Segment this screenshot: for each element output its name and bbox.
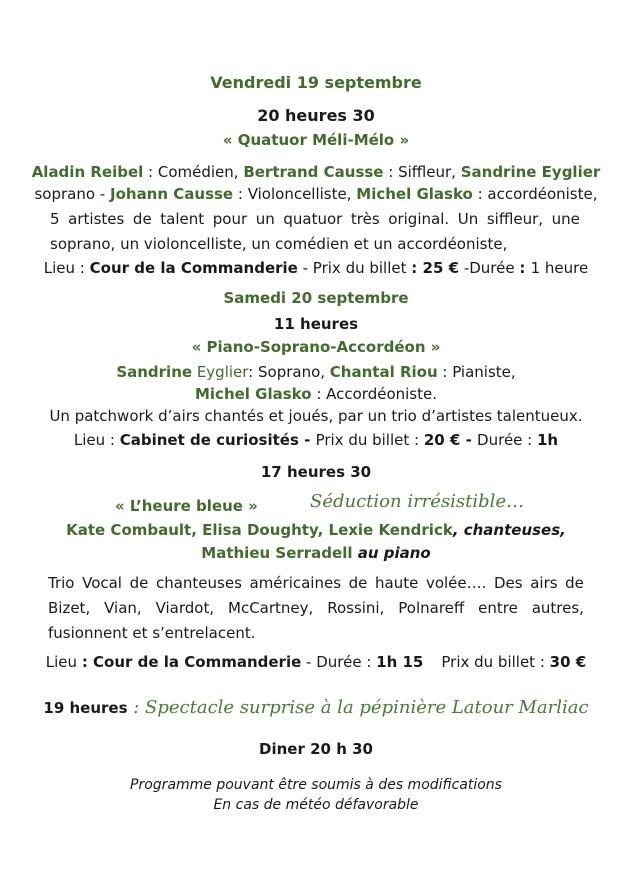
word: entre [478, 599, 518, 617]
word: de [129, 574, 149, 592]
artist-names: Kate Combault, Elisa Doughty, Lexie Kendrick [66, 521, 453, 539]
friday-description-line-1 [50, 209, 580, 229]
cast-name: Johann Causse [110, 185, 234, 203]
venue-value: Cabinet de curiosités - [119, 431, 316, 449]
word: Trio [48, 574, 75, 592]
evening-tagline: Séduction irrésistible… [310, 491, 525, 512]
friday-date: Vendredi 19 septembre [210, 73, 422, 92]
word: airs [530, 574, 558, 592]
word: Des [494, 574, 523, 592]
word: Vian, [104, 599, 142, 617]
cast-name: Michel Glasko [194, 385, 312, 403]
cast-name: Eyglier [192, 363, 249, 381]
duration-value: 1 heure [530, 259, 589, 277]
cast-name: Michel Glasko [356, 185, 473, 203]
friday-description-line-2: soprano, un violoncelliste, un comédien et un accordéoniste, [50, 235, 508, 253]
saturday-cast-line-2 [0, 384, 632, 404]
cast-role: : Soprano, [248, 363, 330, 381]
footer-note-line-1: Programme pouvant être soumis à des modifications [130, 777, 502, 793]
saturday-description: Un patchwork d’airs chantés et joués, par un trio d’artistes talentueux. [49, 407, 583, 425]
word: Polnareff [398, 599, 465, 617]
evening-time: 17 heures 30 [260, 463, 372, 481]
word: volée…. [425, 574, 487, 592]
saturday-title: « Piano-Soprano-Accordéon » [191, 338, 441, 356]
venue-label: Lieu [45, 653, 82, 671]
evening-title-text: « L’heure bleue » [115, 497, 258, 515]
duration-colon: : [519, 259, 531, 277]
pianist-name: Mathieu Serradell [201, 544, 353, 562]
word: haute [375, 574, 419, 592]
evening-pianist-line [0, 543, 632, 563]
venue-value: : Cour de la Commanderie [81, 653, 302, 671]
cast-name: Bertrand Causse [243, 163, 384, 181]
friday-venue-line [0, 258, 632, 278]
word: Viardot, [155, 599, 215, 617]
venue-label: Lieu : [43, 259, 90, 277]
cast-role: : Pianiste, [437, 363, 516, 381]
word: quatuor [283, 210, 343, 228]
surprise-text: : Spectacle surprise à la pépinière Latour Marliac [127, 697, 589, 718]
word: autres, [531, 599, 584, 617]
word: américaines [249, 574, 342, 592]
price-value: : 25 € [411, 259, 460, 277]
word: pour [212, 210, 248, 228]
cast-role: : accordéoniste, [472, 185, 598, 203]
saturday-time: 11 heures [273, 315, 359, 333]
friday-cast-line-2 [0, 184, 632, 204]
surprise-line [0, 698, 632, 718]
surprise-time: 19 heures [43, 699, 128, 717]
cast-role: : Violoncelliste, [233, 185, 357, 203]
word: chanteuses [155, 574, 242, 592]
word: Bizet, [48, 599, 91, 617]
artist-role: , chanteuses, [452, 521, 566, 539]
cast-role: : Comédien, [143, 163, 244, 181]
duration-value: 1h [537, 431, 559, 449]
duration-label: - Durée : [301, 653, 377, 671]
word: Vocal [82, 574, 122, 592]
evening-title [115, 496, 258, 516]
word: 5 [50, 210, 60, 228]
duration-value: 1h 15 [376, 653, 424, 671]
price-value: 20 € - [423, 431, 478, 449]
duration-label: -Durée [459, 259, 520, 277]
word: Un [457, 210, 479, 228]
word: de [348, 574, 368, 592]
evening-description-line-3: fusionnent et s’entrelacent. [48, 624, 256, 642]
friday-time: 20 heures 30 [257, 106, 375, 125]
word: de [132, 210, 152, 228]
cast-name: Sandrine Eyglier [460, 163, 601, 181]
cast-role: : Accordéoniste. [311, 385, 438, 403]
venue-label: Lieu : [73, 431, 120, 449]
word: talent [160, 210, 205, 228]
saturday-cast-line-1 [0, 362, 632, 382]
word: original. [388, 210, 450, 228]
word: une [551, 210, 580, 228]
word: siffleur, [486, 210, 544, 228]
cast-name: Aladin Reibel [31, 163, 144, 181]
pianist-role: au piano [352, 544, 431, 562]
evening-description-line-1 [48, 573, 584, 593]
word: de [565, 574, 584, 592]
word: artistes [68, 210, 125, 228]
venue-value: Cour de la Commanderie [89, 259, 298, 277]
word: très [350, 210, 380, 228]
saturday-date: Samedi 20 septembre [223, 289, 409, 307]
duration-label: Durée : [477, 431, 537, 449]
cast-role: : Siffleur, [383, 163, 461, 181]
friday-cast-line-1 [0, 162, 632, 182]
price-label: - Prix du billet [297, 259, 412, 277]
evening-venue-line [0, 652, 632, 672]
price-label: Prix du billet : [441, 653, 550, 671]
price-label: Prix du billet : [315, 431, 424, 449]
evening-description-line-2 [48, 598, 584, 618]
footer-note-line-2: En cas de météo défavorable [213, 797, 419, 813]
friday-title: « Quatuor Méli-Mélo » [222, 131, 410, 149]
saturday-venue-line [0, 430, 632, 450]
word: McCartney, [228, 599, 314, 617]
word: un [255, 210, 275, 228]
cast-name: Sandrine [116, 363, 193, 381]
cast-role: soprano - [34, 185, 110, 203]
evening-artists-line [0, 520, 632, 540]
price-value: 30 € [549, 653, 587, 671]
word: Rossini, [327, 599, 385, 617]
dinner-time: Diner 20 h 30 [259, 740, 373, 758]
cast-name: Chantal Riou [329, 363, 438, 381]
